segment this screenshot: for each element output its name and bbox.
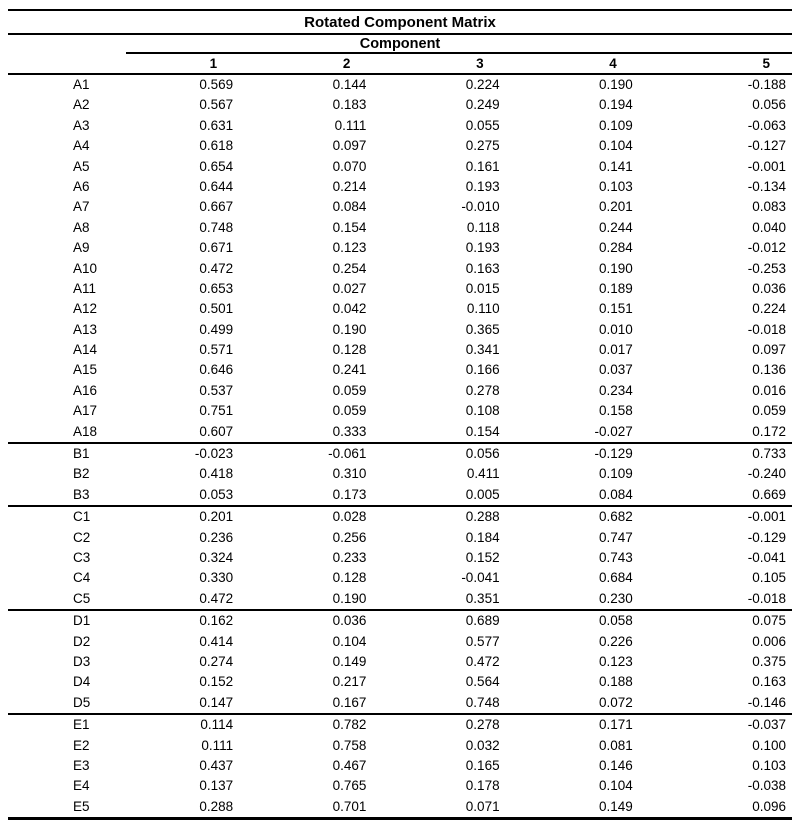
loading-value: 0.631 [199, 117, 234, 133]
loading-value: 0.284 [599, 240, 633, 256]
loading-value: 0.123 [599, 653, 633, 669]
loading-value: -0.041 [747, 549, 786, 565]
loading-value: 0.217 [332, 674, 367, 690]
row-label: E1 [73, 717, 90, 733]
table-row-E3 [8, 756, 792, 776]
table-row-B3 [8, 485, 792, 505]
loading-value: 0.108 [465, 403, 500, 419]
loading-value: 0.097 [752, 342, 786, 358]
row-label: B3 [73, 486, 90, 502]
loading-value: 0.499 [199, 321, 234, 337]
loading-value: 0.689 [465, 613, 500, 629]
loading-value: 0.109 [599, 117, 633, 133]
loading-value: 0.758 [332, 737, 367, 753]
row-label: B1 [73, 446, 90, 462]
loading-value: 0.055 [465, 117, 500, 133]
loading-value: 0.058 [599, 613, 633, 629]
loading-value: 0.017 [599, 342, 633, 358]
row-label: A11 [73, 280, 97, 296]
loading-value: 0.059 [332, 382, 367, 398]
loading-value: 0.071 [465, 798, 500, 814]
loading-value: 0.618 [199, 138, 234, 154]
loading-value: 0.084 [332, 199, 367, 215]
loading-value: 0.072 [599, 694, 633, 710]
table-row-C4 [8, 568, 792, 588]
loading-value: 0.193 [465, 178, 500, 194]
loading-value: 0.167 [332, 694, 367, 710]
loading-value: 0.310 [332, 466, 367, 482]
loading-value: 0.244 [599, 219, 633, 235]
loading-value: 0.351 [465, 590, 500, 606]
loading-value: 0.607 [199, 423, 234, 439]
loading-value: 0.333 [332, 423, 367, 439]
table-row-A10 [8, 259, 792, 279]
loading-value: 0.375 [752, 653, 786, 669]
loading-value: 0.184 [465, 529, 500, 545]
loading-value: 0.241 [332, 362, 367, 378]
table-row-C5 [8, 589, 792, 609]
table-row-D4 [8, 672, 792, 692]
loading-value: -0.001 [747, 158, 786, 174]
loading-value: 0.103 [599, 178, 633, 194]
loading-value: 0.103 [752, 757, 786, 773]
row-label: A8 [73, 219, 90, 235]
loading-value: -0.027 [594, 423, 633, 439]
table-row-C2 [8, 528, 792, 548]
loading-value: 0.111 [201, 737, 234, 753]
row-label: E5 [73, 798, 90, 814]
loading-value: -0.063 [747, 117, 786, 133]
loading-value: 0.104 [332, 633, 367, 649]
loading-value: 0.109 [599, 466, 633, 482]
loading-value: 0.190 [599, 77, 633, 92]
loading-value: 0.671 [199, 240, 234, 256]
loading-value: 0.646 [199, 362, 234, 378]
loading-value: 0.537 [199, 382, 234, 398]
row-label: D3 [73, 653, 91, 669]
loading-value: 0.201 [599, 199, 633, 215]
row-label-header [8, 54, 126, 73]
loading-value: 0.040 [752, 219, 786, 235]
row-label: C3 [73, 549, 91, 565]
loading-value: 0.028 [332, 509, 367, 525]
loading-value: 0.172 [752, 423, 786, 439]
loading-value: 0.056 [752, 97, 786, 113]
loading-value: 0.136 [752, 362, 786, 378]
loading-value: 0.654 [199, 158, 234, 174]
rotated-component-matrix-table [8, 9, 792, 820]
row-label: D4 [73, 674, 91, 690]
loading-value: 0.341 [465, 342, 500, 358]
table-row-A2 [8, 95, 792, 115]
table-row-A16 [8, 381, 792, 401]
loading-value: 0.105 [752, 570, 786, 586]
loading-value: 0.278 [465, 382, 500, 398]
loading-value: 0.036 [332, 613, 367, 629]
loading-value: 0.154 [332, 219, 367, 235]
loading-value: 0.100 [752, 737, 786, 753]
loading-value: 0.075 [752, 613, 786, 629]
row-group-E [8, 713, 792, 817]
table-row-A14 [8, 340, 792, 360]
loading-value: 0.163 [465, 260, 500, 276]
row-label: D5 [73, 694, 91, 710]
loading-value: 0.137 [199, 778, 234, 794]
loading-value: -0.018 [747, 321, 786, 337]
loading-value: 0.141 [599, 158, 633, 174]
loading-value: -0.038 [747, 778, 786, 794]
table-row-A7 [8, 197, 792, 217]
loading-value: 0.564 [465, 674, 500, 690]
row-group-B [8, 442, 792, 505]
loading-value: 0.256 [332, 529, 367, 545]
loading-value: 0.147 [199, 694, 234, 710]
loading-value: 0.178 [465, 778, 500, 794]
row-label: A15 [73, 362, 98, 378]
table-row-A8 [8, 218, 792, 238]
loading-value: 0.782 [332, 717, 367, 733]
row-label: B2 [73, 466, 90, 482]
loading-value: 0.684 [599, 570, 633, 586]
loading-value: 0.653 [199, 280, 234, 296]
loading-value: 0.037 [599, 362, 633, 378]
loading-value: 0.162 [199, 613, 234, 629]
loading-value: 0.110 [466, 301, 500, 317]
row-label: A13 [73, 321, 98, 337]
table-row-C3 [8, 548, 792, 568]
loading-value: 0.042 [332, 301, 367, 317]
loading-value: -0.240 [747, 466, 786, 482]
column-header-1: 1 [209, 56, 218, 71]
loading-value: 0.682 [599, 509, 633, 525]
row-label: A4 [73, 138, 90, 154]
table-row-C1 [8, 507, 792, 527]
table-row-A17 [8, 401, 792, 421]
row-label: A5 [73, 158, 90, 174]
table-row-A1 [8, 75, 792, 95]
loading-value: 0.005 [465, 486, 500, 502]
loading-value: 0.249 [465, 97, 500, 113]
row-label: A3 [73, 117, 90, 133]
loading-value: 0.765 [332, 778, 367, 794]
loading-value: 0.214 [332, 178, 367, 194]
row-label: D2 [73, 633, 91, 649]
loading-value: 0.189 [599, 280, 633, 296]
table-row-A3 [8, 116, 792, 136]
loading-value: 0.236 [199, 529, 234, 545]
loading-value: 0.472 [199, 260, 234, 276]
row-label: A16 [73, 382, 98, 398]
table-row-D2 [8, 632, 792, 652]
loading-value: 0.288 [465, 509, 500, 525]
loading-value: 0.161 [465, 158, 500, 174]
loading-value: 0.036 [752, 280, 786, 296]
loading-value: -0.037 [747, 717, 786, 733]
row-label: C2 [73, 529, 91, 545]
column-header-3: 3 [476, 56, 484, 71]
row-label: A1 [73, 77, 90, 92]
loading-value: 0.226 [599, 633, 633, 649]
row-group-C [8, 505, 792, 609]
loading-value: 0.146 [599, 757, 633, 773]
loading-value: 0.152 [465, 549, 500, 565]
loading-value: 0.154 [465, 423, 500, 439]
loading-value: 0.324 [199, 549, 234, 565]
loading-value: 0.104 [599, 778, 633, 794]
loading-value: 0.472 [465, 653, 500, 669]
loading-value: 0.418 [199, 466, 234, 482]
loading-value: 0.149 [332, 653, 367, 669]
loading-value: -0.010 [461, 199, 500, 215]
column-header-row [8, 54, 792, 75]
loading-value: 0.733 [752, 446, 786, 462]
table-row-D3 [8, 652, 792, 672]
loading-value: -0.127 [747, 138, 786, 154]
row-label: E4 [73, 778, 90, 794]
loading-value: 0.084 [599, 486, 633, 502]
loading-value: 0.111 [334, 117, 367, 133]
loading-value: 0.278 [465, 717, 500, 733]
loading-value: 0.081 [599, 737, 633, 753]
table-row-B2 [8, 464, 792, 484]
table-row-B1 [8, 444, 792, 464]
loading-value: 0.472 [199, 590, 234, 606]
loading-value: 0.096 [752, 798, 786, 814]
loading-value: -0.188 [747, 77, 786, 92]
loading-value: 0.163 [752, 674, 786, 690]
loading-value: 0.644 [199, 178, 234, 194]
loading-value: 0.151 [599, 301, 633, 317]
loading-value: 0.118 [466, 219, 500, 235]
loading-value: 0.016 [752, 382, 786, 398]
row-label: A18 [73, 423, 98, 439]
loading-value: 0.275 [465, 138, 500, 154]
loading-value: 0.414 [199, 633, 234, 649]
table-title: Rotated Component Matrix [8, 9, 792, 35]
loading-value: 0.166 [465, 362, 500, 378]
loading-value: -0.018 [747, 590, 786, 606]
loading-value: 0.097 [332, 138, 367, 154]
loading-value: 0.233 [332, 549, 367, 565]
loading-value: 0.365 [465, 321, 500, 337]
loading-value: 0.224 [465, 77, 500, 92]
loading-value: 0.165 [465, 757, 500, 773]
loading-value: 0.015 [465, 280, 500, 296]
loading-value: -0.129 [747, 529, 786, 545]
loading-value: 0.467 [332, 757, 367, 773]
loading-value: 0.201 [199, 509, 234, 525]
row-label: C5 [73, 590, 91, 606]
loading-value: -0.001 [747, 509, 786, 525]
loading-value: 0.748 [465, 694, 500, 710]
loading-value: 0.274 [199, 653, 234, 669]
table-body [8, 75, 792, 820]
loading-value: 0.070 [332, 158, 367, 174]
loading-value: 0.056 [465, 446, 500, 462]
loading-value: -0.146 [747, 694, 786, 710]
row-label: C1 [73, 509, 91, 525]
loading-value: 0.230 [599, 590, 633, 606]
table-row-A18 [8, 422, 792, 442]
loading-value: 0.006 [752, 633, 786, 649]
loading-value: 0.190 [599, 260, 633, 276]
table-row-E2 [8, 736, 792, 756]
loading-value: 0.330 [199, 570, 234, 586]
component-header-row [8, 35, 792, 54]
loading-value: 0.571 [199, 342, 234, 358]
loading-value: -0.041 [461, 570, 500, 586]
loading-value: 0.701 [332, 798, 367, 814]
loading-value: 0.224 [752, 301, 786, 317]
loading-value: 0.190 [332, 590, 367, 606]
row-label: C4 [73, 570, 91, 586]
row-label: A12 [73, 301, 98, 317]
row-group-A [8, 75, 792, 442]
table-row-E5 [8, 797, 792, 817]
table-row-A13 [8, 320, 792, 340]
table-row-A6 [8, 177, 792, 197]
component-group-label: Component [359, 36, 441, 52]
loading-value: 0.437 [199, 757, 234, 773]
row-label: A9 [73, 240, 90, 256]
loading-value: 0.053 [199, 486, 234, 502]
loading-value: -0.253 [747, 260, 786, 276]
component-group-header [126, 35, 792, 54]
loading-value: 0.027 [332, 280, 367, 296]
row-label: A14 [73, 342, 98, 358]
loading-value: 0.114 [200, 717, 234, 733]
table-row-A11 [8, 279, 792, 299]
loading-value: 0.751 [199, 403, 234, 419]
table-row-D1 [8, 611, 792, 631]
loading-value: 0.254 [332, 260, 367, 276]
loading-value: 0.128 [332, 342, 367, 358]
loading-value: 0.059 [752, 403, 786, 419]
table-row-E1 [8, 715, 792, 735]
loading-value: 0.149 [599, 798, 633, 814]
row-label: E2 [73, 737, 90, 753]
row-label: A10 [73, 260, 98, 276]
loading-value: 0.173 [332, 486, 367, 502]
loading-value: -0.134 [747, 178, 786, 194]
loading-value: 0.501 [199, 301, 234, 317]
loading-value: 0.667 [199, 199, 234, 215]
row-label: A17 [73, 403, 98, 419]
loading-value: 0.083 [752, 199, 786, 215]
loading-value: -0.129 [594, 446, 633, 462]
table-row-E4 [8, 776, 792, 796]
loading-value: 0.194 [599, 97, 633, 113]
column-header-4: 4 [609, 56, 617, 71]
loading-value: 0.234 [599, 382, 633, 398]
loading-value: 0.747 [599, 529, 633, 545]
table-row-A15 [8, 360, 792, 380]
loading-value: 0.171 [599, 717, 633, 733]
row-label: E3 [73, 757, 90, 773]
loading-value: 0.748 [199, 219, 234, 235]
table-row-A5 [8, 157, 792, 177]
loading-value: 0.010 [599, 321, 633, 337]
table-row-A12 [8, 299, 792, 319]
loading-value: 0.743 [599, 549, 633, 565]
column-header-5: 5 [762, 56, 770, 71]
loading-value: -0.061 [328, 446, 367, 462]
loading-value: -0.012 [747, 240, 786, 256]
loading-value: 0.193 [465, 240, 500, 256]
loading-value: 0.144 [332, 77, 367, 92]
loading-value: 0.669 [752, 486, 786, 502]
loading-value: 0.128 [332, 570, 367, 586]
table-row-D5 [8, 693, 792, 713]
row-label: A6 [73, 178, 90, 194]
table-row-A9 [8, 238, 792, 258]
loading-value: 0.123 [332, 240, 367, 256]
loading-value: 0.190 [332, 321, 367, 337]
loading-value: 0.152 [199, 674, 234, 690]
loading-value: 0.183 [332, 97, 367, 113]
table-row-A4 [8, 136, 792, 156]
loading-value: 0.158 [599, 403, 633, 419]
row-group-D [8, 609, 792, 713]
loading-value: 0.569 [199, 77, 234, 92]
loading-value: -0.023 [194, 446, 234, 462]
loading-value: 0.188 [599, 674, 633, 690]
loading-value: 0.567 [199, 97, 234, 113]
loading-value: 0.104 [599, 138, 633, 154]
row-label: A7 [73, 199, 90, 215]
loading-value: 0.411 [466, 466, 500, 482]
loading-value: 0.288 [199, 798, 234, 814]
loading-value: 0.032 [465, 737, 500, 753]
loading-value: 0.059 [332, 403, 367, 419]
loading-value: 0.577 [465, 633, 500, 649]
row-label: A2 [73, 97, 90, 113]
column-header-2: 2 [342, 56, 351, 71]
row-label: D1 [73, 613, 91, 629]
